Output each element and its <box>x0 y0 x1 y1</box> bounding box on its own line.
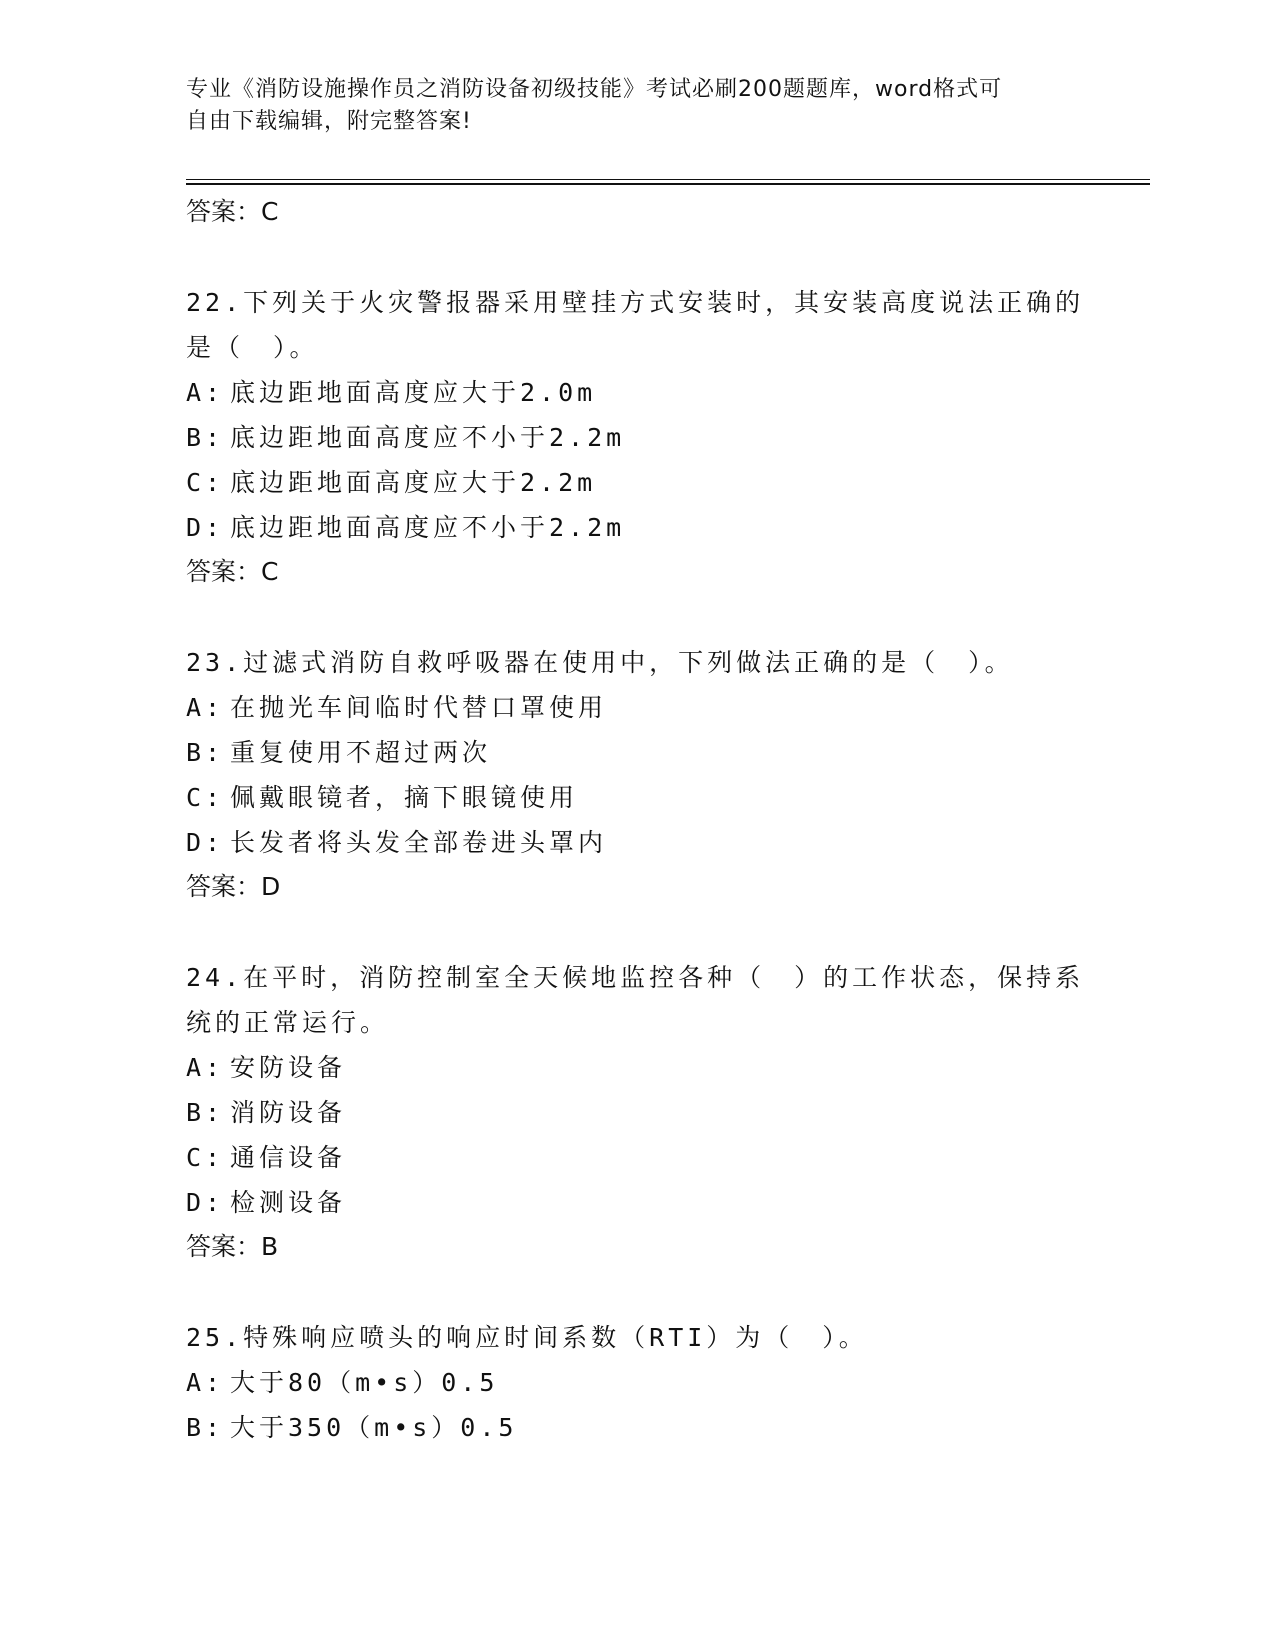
option-text: 消防设备 <box>230 1098 347 1127</box>
option-b <box>186 1405 1086 1450</box>
option-key: B: <box>186 1098 225 1127</box>
option-key: B: <box>186 423 225 452</box>
header-line-2: 自由下载编辑，附完整答案! <box>186 109 472 134</box>
option-key: D: <box>186 828 225 857</box>
question-stem: 23.过滤式消防自救呼吸器在使用中，下列做法正确的是（ ）。 <box>186 648 1014 677</box>
question-list <box>186 190 1086 1496</box>
answer-line: 答案：C <box>186 557 279 586</box>
question-stem: 22.下列关于火灾警报器采用壁挂方式安装时，其安装高度说法正确的是（ ）。 <box>186 288 1085 362</box>
option-a <box>186 685 1086 730</box>
option-text: 通信设备 <box>230 1143 347 1172</box>
answer-line: 答案：D <box>186 872 281 901</box>
option-key: C: <box>186 783 225 812</box>
option-b <box>186 1090 1086 1135</box>
option-text: 安防设备 <box>230 1053 347 1082</box>
option-text: 底边距地面高度应不小于2.2m <box>230 513 626 542</box>
option-a <box>186 1045 1086 1090</box>
option-text: 大于350（m•s）0.5 <box>230 1413 518 1442</box>
option-d <box>186 505 1086 550</box>
header-line-1: 专业《消防设施操作员之消防设备初级技能》考试必刷200题题库，word格式可 <box>186 77 1003 102</box>
option-text: 检测设备 <box>230 1188 347 1217</box>
question-23 <box>186 640 1086 909</box>
option-key: B: <box>186 738 225 767</box>
option-text: 在抛光车间临时代替口罩使用 <box>230 693 608 722</box>
option-text: 底边距地面高度应大于2.0m <box>230 378 597 407</box>
option-text: 重复使用不超过两次 <box>230 738 492 767</box>
option-key: D: <box>186 513 225 542</box>
question-25 <box>186 1315 1086 1450</box>
option-a <box>186 370 1086 415</box>
option-text: 底边距地面高度应大于2.2m <box>230 468 597 497</box>
option-key: A: <box>186 1368 225 1397</box>
question-stem: 25.特殊响应喷头的响应时间系数（RTI）为（ ）。 <box>186 1323 868 1352</box>
document-header <box>186 74 1086 138</box>
option-text: 佩戴眼镜者，摘下眼镜使用 <box>230 783 579 812</box>
answer-line: 答案：B <box>186 1232 279 1261</box>
option-d <box>186 820 1086 865</box>
option-a <box>186 1360 1086 1405</box>
question-22 <box>186 280 1086 594</box>
header-divider-thick <box>186 183 1150 185</box>
option-text: 底边距地面高度应不小于2.2m <box>230 423 626 452</box>
option-c <box>186 460 1086 505</box>
option-key: C: <box>186 1143 225 1172</box>
option-key: A: <box>186 693 225 722</box>
question-stem: 24.在平时，消防控制室全天候地监控各种（ ）的工作状态，保持系统的正常运行。 <box>186 963 1085 1037</box>
option-key: D: <box>186 1188 225 1217</box>
option-text: 长发者将头发全部卷进头罩内 <box>230 828 608 857</box>
option-key: B: <box>186 1413 225 1442</box>
option-key: C: <box>186 468 225 497</box>
option-text: 大于80（m•s）0.5 <box>230 1368 499 1397</box>
header-divider-thin <box>186 179 1150 180</box>
option-key: A: <box>186 1053 225 1082</box>
option-c <box>186 1135 1086 1180</box>
answer-line: 答案：C <box>186 197 279 226</box>
option-b <box>186 730 1086 775</box>
option-key: A: <box>186 378 225 407</box>
question-24 <box>186 955 1086 1269</box>
option-d <box>186 1180 1086 1225</box>
option-c <box>186 775 1086 820</box>
option-b <box>186 415 1086 460</box>
